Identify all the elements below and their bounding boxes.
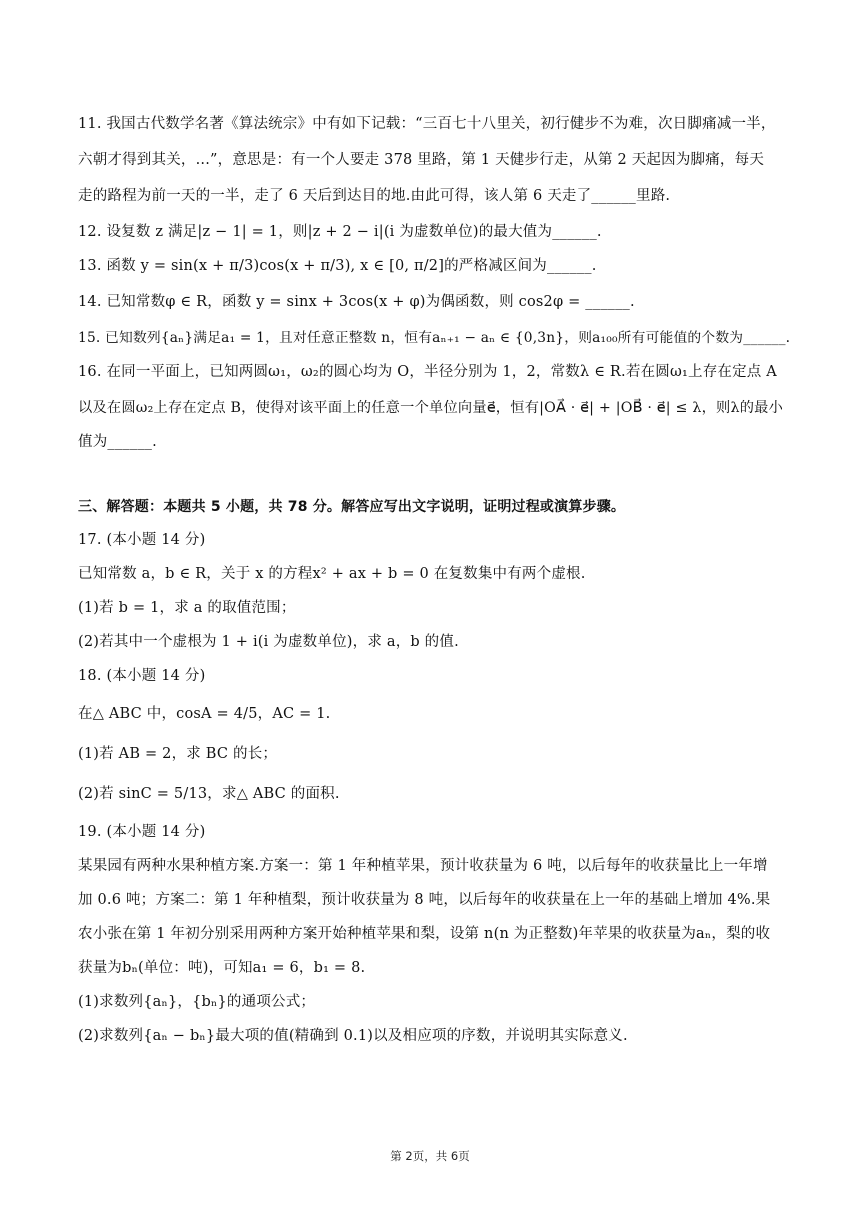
problem-13: 13. 函数 y = sin(x + π/3)cos(x + π/3), x ∈ [0, π/2]的严格减区间为______. [78, 258, 597, 274]
question-17-header: 17. (本小题 14 分) [78, 532, 206, 548]
question-19-part-1: (1)求数列{aₙ}，{bₙ}的通项公式； [78, 994, 316, 1010]
problem-12: 12. 设复数 z 满足|z − 1| = 1，则|z + 2 − i|(i 为虚数单位)的最大值为______. [78, 224, 602, 240]
question-19-line-2: 加 0.6 吨；方案二：第 1 年种植梨，预计收获量为 8 吨，以后每年的收获量在上一年的基础上增加 4%.果 [78, 892, 771, 908]
question-19-header: 19. (本小题 14 分) [78, 824, 206, 840]
question-19-line-1: 某果园有两种水果种植方案.方案一：第 1 年种植苹果，预计收获量为 6 吨，以后每年的收获量比上一年增 [78, 858, 768, 874]
question-17-stem: 已知常数 a，b ∈ R，关于 x 的方程x² + ax + b = 0 在复数集中有两个虚根. [78, 566, 586, 582]
problem-16-line-3: 值为______. [78, 434, 157, 450]
problem-11-line-1: 11. 我国古代数学名著《算法统宗》中有如下记载：“三百七十八里关，初行健步不为难，次日脚痛减一半， [78, 116, 776, 132]
question-18-stem: 在△ ABC 中，cosA = 4/5，AC = 1. [78, 706, 331, 722]
problem-15: 15. 已知数列{aₙ}满足a₁ = 1，且对任意正整数 n，恒有aₙ₊₁ − aₙ ∈ {0,3n}，则a₁₀₀所有可能值的个数为______. [78, 330, 791, 346]
problem-16-line-2: 以及在圆ω₂上存在定点 B，使得对该平面上的任意一个单位向量e⃗，恒有|OA⃗ · e⃗| + |OB⃗ · e⃗| ≤ λ，则λ的最小 [78, 400, 784, 416]
question-17-part-1: (1)若 b = 1，求 a 的取值范围； [78, 600, 296, 616]
question-19-line-3: 农小张在第 1 年初分别采用两种方案开始种植苹果和梨，设第 n(n 为正整数)年苹果的收获量为aₙ，梨的收 [78, 926, 771, 942]
question-18-header: 18. (本小题 14 分) [78, 668, 206, 684]
section-3-heading: 三、解答题：本题共 5 小题，共 78 分。解答应写出文字说明，证明过程或演算步骤。 [78, 499, 626, 515]
question-18-part-2: (2)若 sinC = 5/13，求△ ABC 的面积. [78, 786, 340, 802]
question-17-part-2: (2)若其中一个虚根为 1 + i(i 为虚数单位)，求 a，b 的值. [78, 634, 459, 650]
page-number-footer: 第 2页，共 6页 [390, 1149, 470, 1163]
problem-11-line-2: 六朝才得到其关，...”，意思是：有一个人要走 378 里路，第 1 天健步行走，从第 2 天起因为脚痛，每天 [78, 152, 765, 168]
problem-16-line-1: 16. 在同一平面上，已知两圆ω₁，ω₂的圆心均为 O，半径分别为 1，2，常数λ ∈ R.若在圆ω₁上存在定点 A [78, 364, 777, 380]
question-18-part-1: (1)若 AB = 2，求 BC 的长； [78, 746, 278, 762]
question-19-part-2: (2)求数列{aₙ − bₙ}最大项的值(精确到 0.1)以及相应项的序数，并说明其实际意义. [78, 1028, 628, 1044]
problem-11-line-3: 走的路程为前一天的一半，走了 6 天后到达目的地.由此可得，该人第 6 天走了______里路. [78, 188, 671, 204]
question-19-line-4: 获量为bₙ(单位：吨)，可知a₁ = 6，b₁ = 8. [78, 960, 366, 976]
problem-14: 14. 已知常数φ ∈ R，函数 y = sinx + 3cos(x + φ)为偶函数，则 cos2φ = ______. [78, 294, 635, 310]
